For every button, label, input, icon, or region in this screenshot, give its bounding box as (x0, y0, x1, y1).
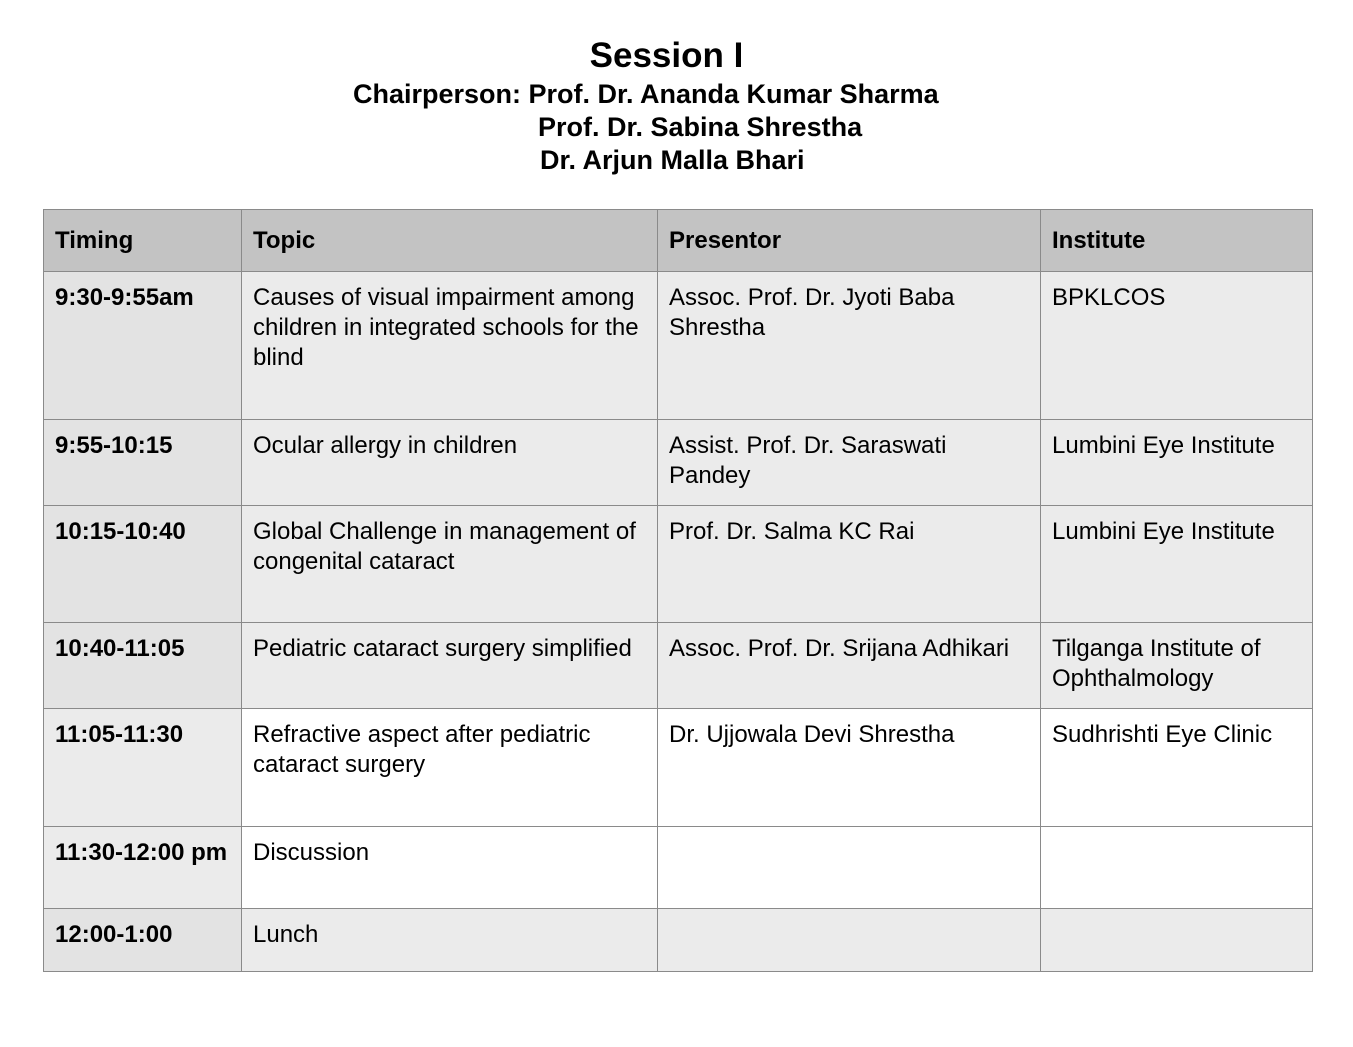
schedule-table (43, 209, 1313, 972)
cell-institute: Lumbini Eye Institute (1041, 420, 1313, 506)
cell-timing: 10:40-11:05 (44, 623, 242, 709)
table-row (44, 909, 1313, 972)
cell-timing: 9:30-9:55am (44, 272, 242, 420)
table-row (44, 827, 1313, 909)
cell-topic: Lunch (242, 909, 658, 972)
cell-topic: Global Challenge in management of congenital cataract (242, 506, 658, 623)
cell-timing: 10:15-10:40 (44, 506, 242, 623)
chairperson-line-2: Prof. Dr. Sabina Shrestha (538, 112, 863, 142)
cell-topic: Ocular allergy in children (242, 420, 658, 506)
header-topic: Topic (242, 210, 658, 272)
table-row (44, 420, 1313, 506)
table-row (44, 709, 1313, 827)
cell-timing: 9:55-10:15 (44, 420, 242, 506)
table-row (44, 623, 1313, 709)
cell-presentor (658, 909, 1041, 972)
cell-institute (1041, 827, 1313, 909)
cell-institute: Tilganga Institute of Ophthalmology (1041, 623, 1313, 709)
cell-presentor (658, 827, 1041, 909)
cell-timing: 11:30-12:00 pm (44, 827, 242, 909)
cell-presentor: Dr. Ujjowala Devi Shrestha (658, 709, 1041, 827)
cell-institute: Sudhrishti Eye Clinic (1041, 709, 1313, 827)
cell-presentor: Prof. Dr. Salma KC Rai (658, 506, 1041, 623)
cell-timing: 12:00-1:00 (44, 909, 242, 972)
chairperson-line-3: Dr. Arjun Malla Bhari (540, 145, 805, 175)
cell-presentor: Assist. Prof. Dr. Saraswati Pandey (658, 420, 1041, 506)
table-row (44, 506, 1313, 623)
session-title: Session I (589, 36, 744, 75)
cell-presentor: Assoc. Prof. Dr. Srijana Adhikari (658, 623, 1041, 709)
cell-topic: Pediatric cataract surgery simplified (242, 623, 658, 709)
cell-presentor: Assoc. Prof. Dr. Jyoti Baba Shrestha (658, 272, 1041, 420)
header-presentor: Presentor (658, 210, 1041, 272)
header-timing: Timing (44, 210, 242, 272)
chairperson-line-1: Chairperson: Prof. Dr. Ananda Kumar Sharma (353, 79, 939, 109)
header-institute: Institute (1041, 210, 1313, 272)
cell-institute (1041, 909, 1313, 972)
cell-institute: Lumbini Eye Institute (1041, 506, 1313, 623)
cell-timing: 11:05-11:30 (44, 709, 242, 827)
table-row (44, 272, 1313, 420)
cell-topic: Refractive aspect after pediatric cataract surgery (242, 709, 658, 827)
cell-topic: Discussion (242, 827, 658, 909)
table-header-row (44, 210, 1313, 272)
cell-institute: BPKLCOS (1041, 272, 1313, 420)
cell-topic: Causes of visual impairment among children in integrated schools for the blind (242, 272, 658, 420)
